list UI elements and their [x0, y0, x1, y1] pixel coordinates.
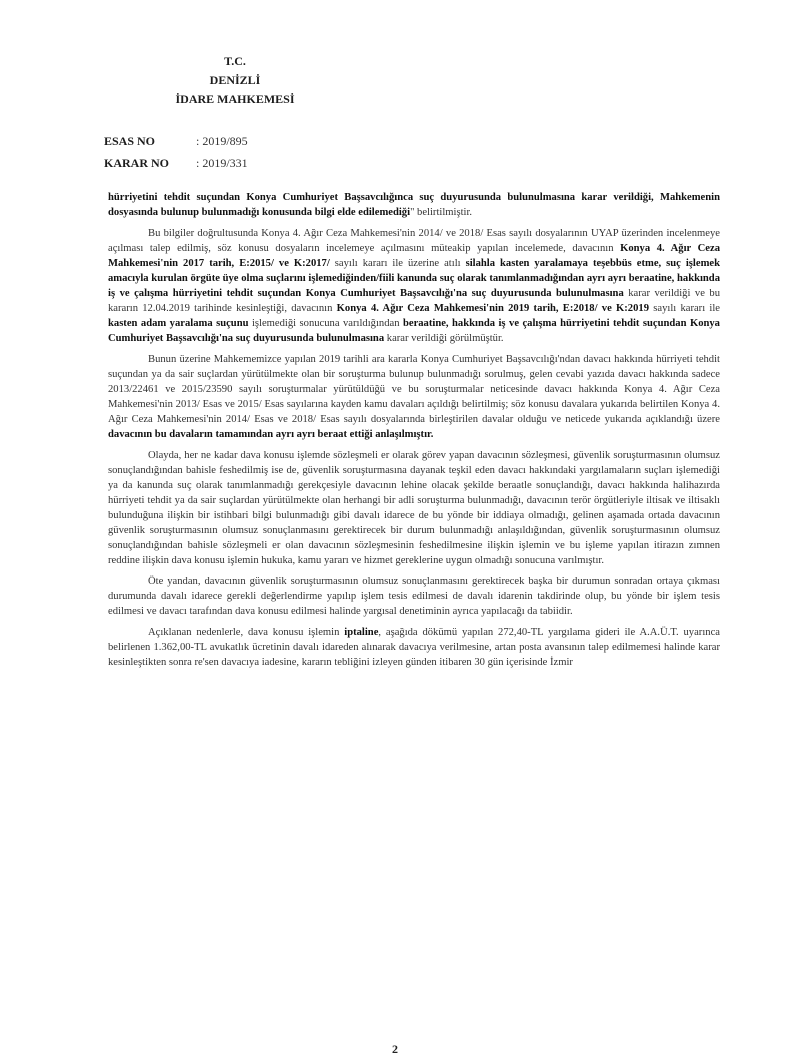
page-number: 2 [392, 1042, 398, 1056]
bold-text: kasten adam yaralama suçunu [108, 318, 249, 329]
bold-text: Konya 4. Ağır Ceza Mahkemesi'nin 2019 tarih, E:2018/ ve K:2019 [336, 303, 649, 314]
text-run: karar verildiği görülmüştür. [384, 333, 504, 344]
bold-text: Konya 4. Ağır Ceza Mahkemesi'nin 2017 tarih, E:2015/ ve K:2017/ [108, 243, 720, 269]
karar-no-row [104, 156, 248, 171]
esas-no-label: ESAS NO [104, 134, 156, 148]
text-run: işlemediği sonucuna varıldığından [248, 318, 403, 329]
header-line-city: DENİZLİ [209, 73, 261, 87]
header-line-court: İDARE MAHKEMESİ [175, 92, 295, 106]
body-paragraph [108, 574, 720, 619]
body-paragraph [108, 226, 720, 346]
body-paragraph [108, 352, 720, 442]
body-paragraph [108, 448, 720, 568]
court-header [160, 52, 310, 109]
text-run: karar verildiği ve bu kararın 12.04.2019 tarihinde kesinleştiği, davacının [108, 288, 720, 314]
body-paragraph [108, 625, 720, 670]
bold-text: silahla kasten yaralamaya teşebbüs etme, suç işlemek amacıyla kurulan örgüte üye olma suçlarını işlemediğinden/fiili kanunda suç olarak tanımlanmadığından ayrı ayrı beraatine [108, 258, 720, 284]
text-run: , aşağıda dökümü yapılan 272,40-TL yargılama gideri ile A.A.Ü.T. uyarınca belirlenen 1.362,00-TL avukatlık ücretinin davalı idareden alınarak davacıya verilmesine, artan posta avansının talep edilmemesi halinde karar kesinleştikten sonra re'sen davacıya iadesine, kararın tebliğini izleyen günden itibaren 30 gün içerisinde İzmir [108, 627, 720, 668]
bold-text: , hakkında iş ve çalışma hürriyetini tehdit suçundan Konya Cumhuriyet Başsavcılığı'na suç duyurusunda bulunulmasına [108, 273, 720, 299]
bold-text: hürriyetini tehdit suçundan Konya Cumhuriyet Başsavcılığınca suç duyurusunda bulunulmasına karar verildiği, Mahkemenin dosyasında bulunup bulunmadığı konusunda bilgi elde edilemediği [108, 192, 720, 218]
text-run: Olayda, her ne kadar dava konusu işlemde sözleşmeli er olarak görev yapan davacının sözleşmesi, güvenlik soruşturmasının olumsuz sonuçlandığından bahisle feshedilmiş ise de, güvenlik soruşturmasına dayanak teşkil eden davacı hakkındaki yargılamaların suçları işlemediği ya da kanunda suç olarak tanımlanmadığı gerekçesiyle davacının lehine olacak şekilde beraatle sonuçlandığı, davacı hakkında halihazırda hürriyeti tehdit ya da sair suçlardan yürütülmekte olan herhangi bir adli soruşturma bulunmadığı, davacının terör örgütleriyle iltisak ve iltisaklı bulunduğuna ilişkin bir istihbari bilgi bulunmadığı gibi davalı idarece de bu yönde bir iddiaya olmadığı, gelinen aşamada ortada davacının güvenlik soruşturmasının olumsuz sonuçlanmasını gerektirecek bir durum bulunmadığı anlaşıldığından, güvenlik soruşturmasının olumsuz sonuçlandığından bahisle sözleşmeli er olan davacının sözleşmesinin feshedilmesine ilişkin işlemin ve bu işleme yapılan itirazın zımnen reddine ilişkin dava konusu işlemin hukuka, kamu yararı ve hizmet gereklerine uygun olmadığı sonucuna varılmıştır. [108, 450, 720, 566]
bold-text: davacının bu davaların tamamından ayrı ayrı beraat ettiği anlaşılmıştır. [108, 429, 434, 440]
text-run: sayılı kararı ile üzerine atılı [329, 258, 466, 269]
bold-text: iptaline [344, 627, 379, 638]
karar-no-value: : 2019/331 [196, 156, 248, 170]
document-body [108, 190, 720, 676]
text-run: Bunun üzerine Mahkememizce yapılan 2019 tarihli ara kararla Konya Cumhuriyet Başsavcılığı'ndan davacı hakkında hürriyeti tehdit suçundan ya da sair suçlardan yürütülmekte olan bir soruşturma bulunup bulunmadığı sorulmuş, gelen cevabi yazıda davacı hakkında sadece 2013/22461 ve 2015/23590 sayılı soruşturmalar yürütüldüğü ve bu soruşturmalar neticesinde davacı hakkında Konya 4. Ağır Ceza Mahkemesi'nin 2013/ Esas ve 2015/ Esas sayılarına kayden kamu davaları açıldığı belirtilmiş; söz konusu davalara yukarıda belirtilen Konya 4. Ağır Ceza Mahkemesi'nin 2014/ Esas ve 2018/ Esas sayılı dosyalarında birleştirilen davalar olduğu ve neticede yukarıda açıklandığı üzere [108, 354, 720, 425]
bold-text: beraatine, hakkında iş ve çalışma hürriyetini tehdit suçundan Konya Cumhuriyet Başsavcılığı'na suç duyurusunda bulunulmasına [108, 318, 720, 344]
text-run: sayılı kararı ile [649, 303, 720, 314]
body-paragraph [108, 190, 720, 220]
text-run: Öte yandan, davacının güvenlik soruşturmasının olumsuz sonuçlanmasını gerektirecek başka bir durumun sonradan ortaya çıkması durumunda davalı idarece gerekli değerlendirme yapılıp işlem tesis edilmesi de davalı idarenin takdirinde olup, bu yönde bir işlem tesis edilmesi ve davacı tarafından dava konusu edilmesi halinde yargısal denetiminin ayrıca yapılacağı da tabiidir. [108, 576, 720, 617]
karar-no-label: KARAR NO [104, 156, 169, 170]
esas-no-value: : 2019/895 [196, 134, 248, 148]
text-run: " belirtilmiştir. [410, 207, 473, 218]
text-run: Açıklanan nedenlerle, dava konusu işlemin [148, 627, 345, 638]
esas-no-row [104, 134, 248, 149]
text-run: Bu bilgiler doğrultusunda Konya 4. Ağır Ceza Mahkemesi'nin 2014/ ve 2018/ Esas sayılı dosyalarının UYAP üzerinden incelenmeye açılması talep edilmiş, söz konusu dosyaların incelemeye açılmasını müteakip yapılan incelemede, davacının [108, 228, 720, 254]
header-line-tc: T.C. [224, 54, 246, 68]
